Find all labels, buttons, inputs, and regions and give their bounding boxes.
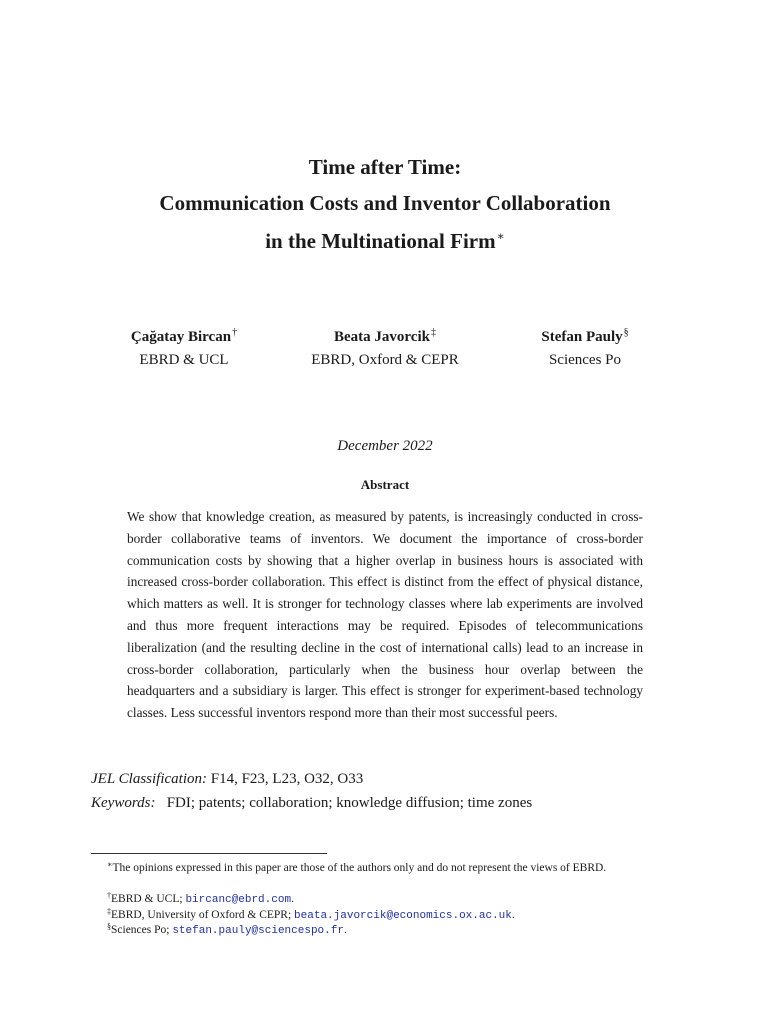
jel-value: F14, F23, L23, O32, O33: [210, 771, 364, 787]
footnote-2-email-link[interactable]: bircanc@ebrd.com: [185, 894, 292, 906]
author-3-name: Stefan Pauly: [541, 329, 623, 345]
footnote-1: [91, 857, 681, 876]
keywords-value: FDI; patents; collaboration; knowledge diffusion; time zones: [166, 795, 533, 811]
abstract-heading: Abstract: [360, 477, 410, 492]
footnote-4-text: Sciences Po;: [111, 924, 173, 936]
title-line-1: Time after Time:: [308, 155, 462, 179]
footnote-4-end: .: [343, 924, 347, 936]
title-line-2: Communication Costs and Inventor Collaboration: [159, 191, 611, 215]
date: December 2022: [337, 438, 433, 454]
footnote-3-text: EBRD, University of Oxford & CEPR;: [111, 909, 295, 921]
title-footnote-mark: ∗: [496, 229, 505, 243]
footnote-2-mark: †: [107, 891, 111, 900]
footnote-rule: [91, 853, 327, 854]
footnote-1-mark: ∗: [107, 860, 113, 869]
footnote-3-email-link[interactable]: beata.javorcik@economics.ox.ac.uk: [294, 910, 512, 922]
author-1: [104, 327, 264, 369]
author-2: [285, 327, 485, 369]
footnote-3-end: .: [511, 909, 515, 921]
author-1-mark: †: [232, 327, 238, 338]
author-3-mark: §: [623, 327, 629, 338]
jel-label: JEL Classification:: [91, 771, 207, 787]
abstract-text: We show that knowledge creation, as measured by patents, is increasingly conducted in cross-border collaborative teams of inventors. We document the importance of cross-border communication costs by showing that a higher overlap in business hours is associated with increased cross-border collaboration. This effect is distinct from the effect of physical distance, which matters as well. It is stronger for technology classes where lab experiments are involved and thus more frequent interactions may be required. Episodes of telecommunications liberalization (and the resulting decline in the cost of international calls) lead to an increase in cross-border collaboration, particularly when the business hour overlap between the headquarters and a subsidiary is larger. This effect is stronger for experiment-based technology classes. Less successful inventors respond more than their most successful peers.: [127, 509, 643, 721]
footnote-4-email-link[interactable]: stefan.pauly@sciencespo.fr: [172, 925, 344, 937]
footnote-2-end: .: [291, 893, 294, 905]
jel-classification: [91, 771, 363, 788]
author-3: [515, 327, 655, 369]
keywords-label: Keywords:: [91, 795, 156, 811]
footnote-2-text: EBRD & UCL;: [111, 893, 186, 905]
author-2-affiliation: EBRD, Oxford & CEPR: [311, 352, 459, 368]
footnote-3-mark: ‡: [107, 907, 111, 916]
author-3-affiliation: Sciences Po: [548, 352, 622, 368]
author-1-name: Çağatay Bircan: [130, 329, 232, 345]
footnote-4-mark: §: [107, 922, 111, 931]
keywords: [91, 795, 532, 812]
author-1-affiliation: EBRD & UCL: [139, 352, 229, 368]
footnote-1-text: The opinions expressed in this paper are those of the authors only and do not represent the views of EBRD.: [112, 862, 607, 874]
title-line-3: in the Multinational Firm∗: [265, 229, 505, 253]
author-2-mark: ‡: [430, 327, 436, 338]
author-2-name: Beata Javorcik: [334, 329, 430, 345]
footnote-4: [107, 919, 677, 939]
